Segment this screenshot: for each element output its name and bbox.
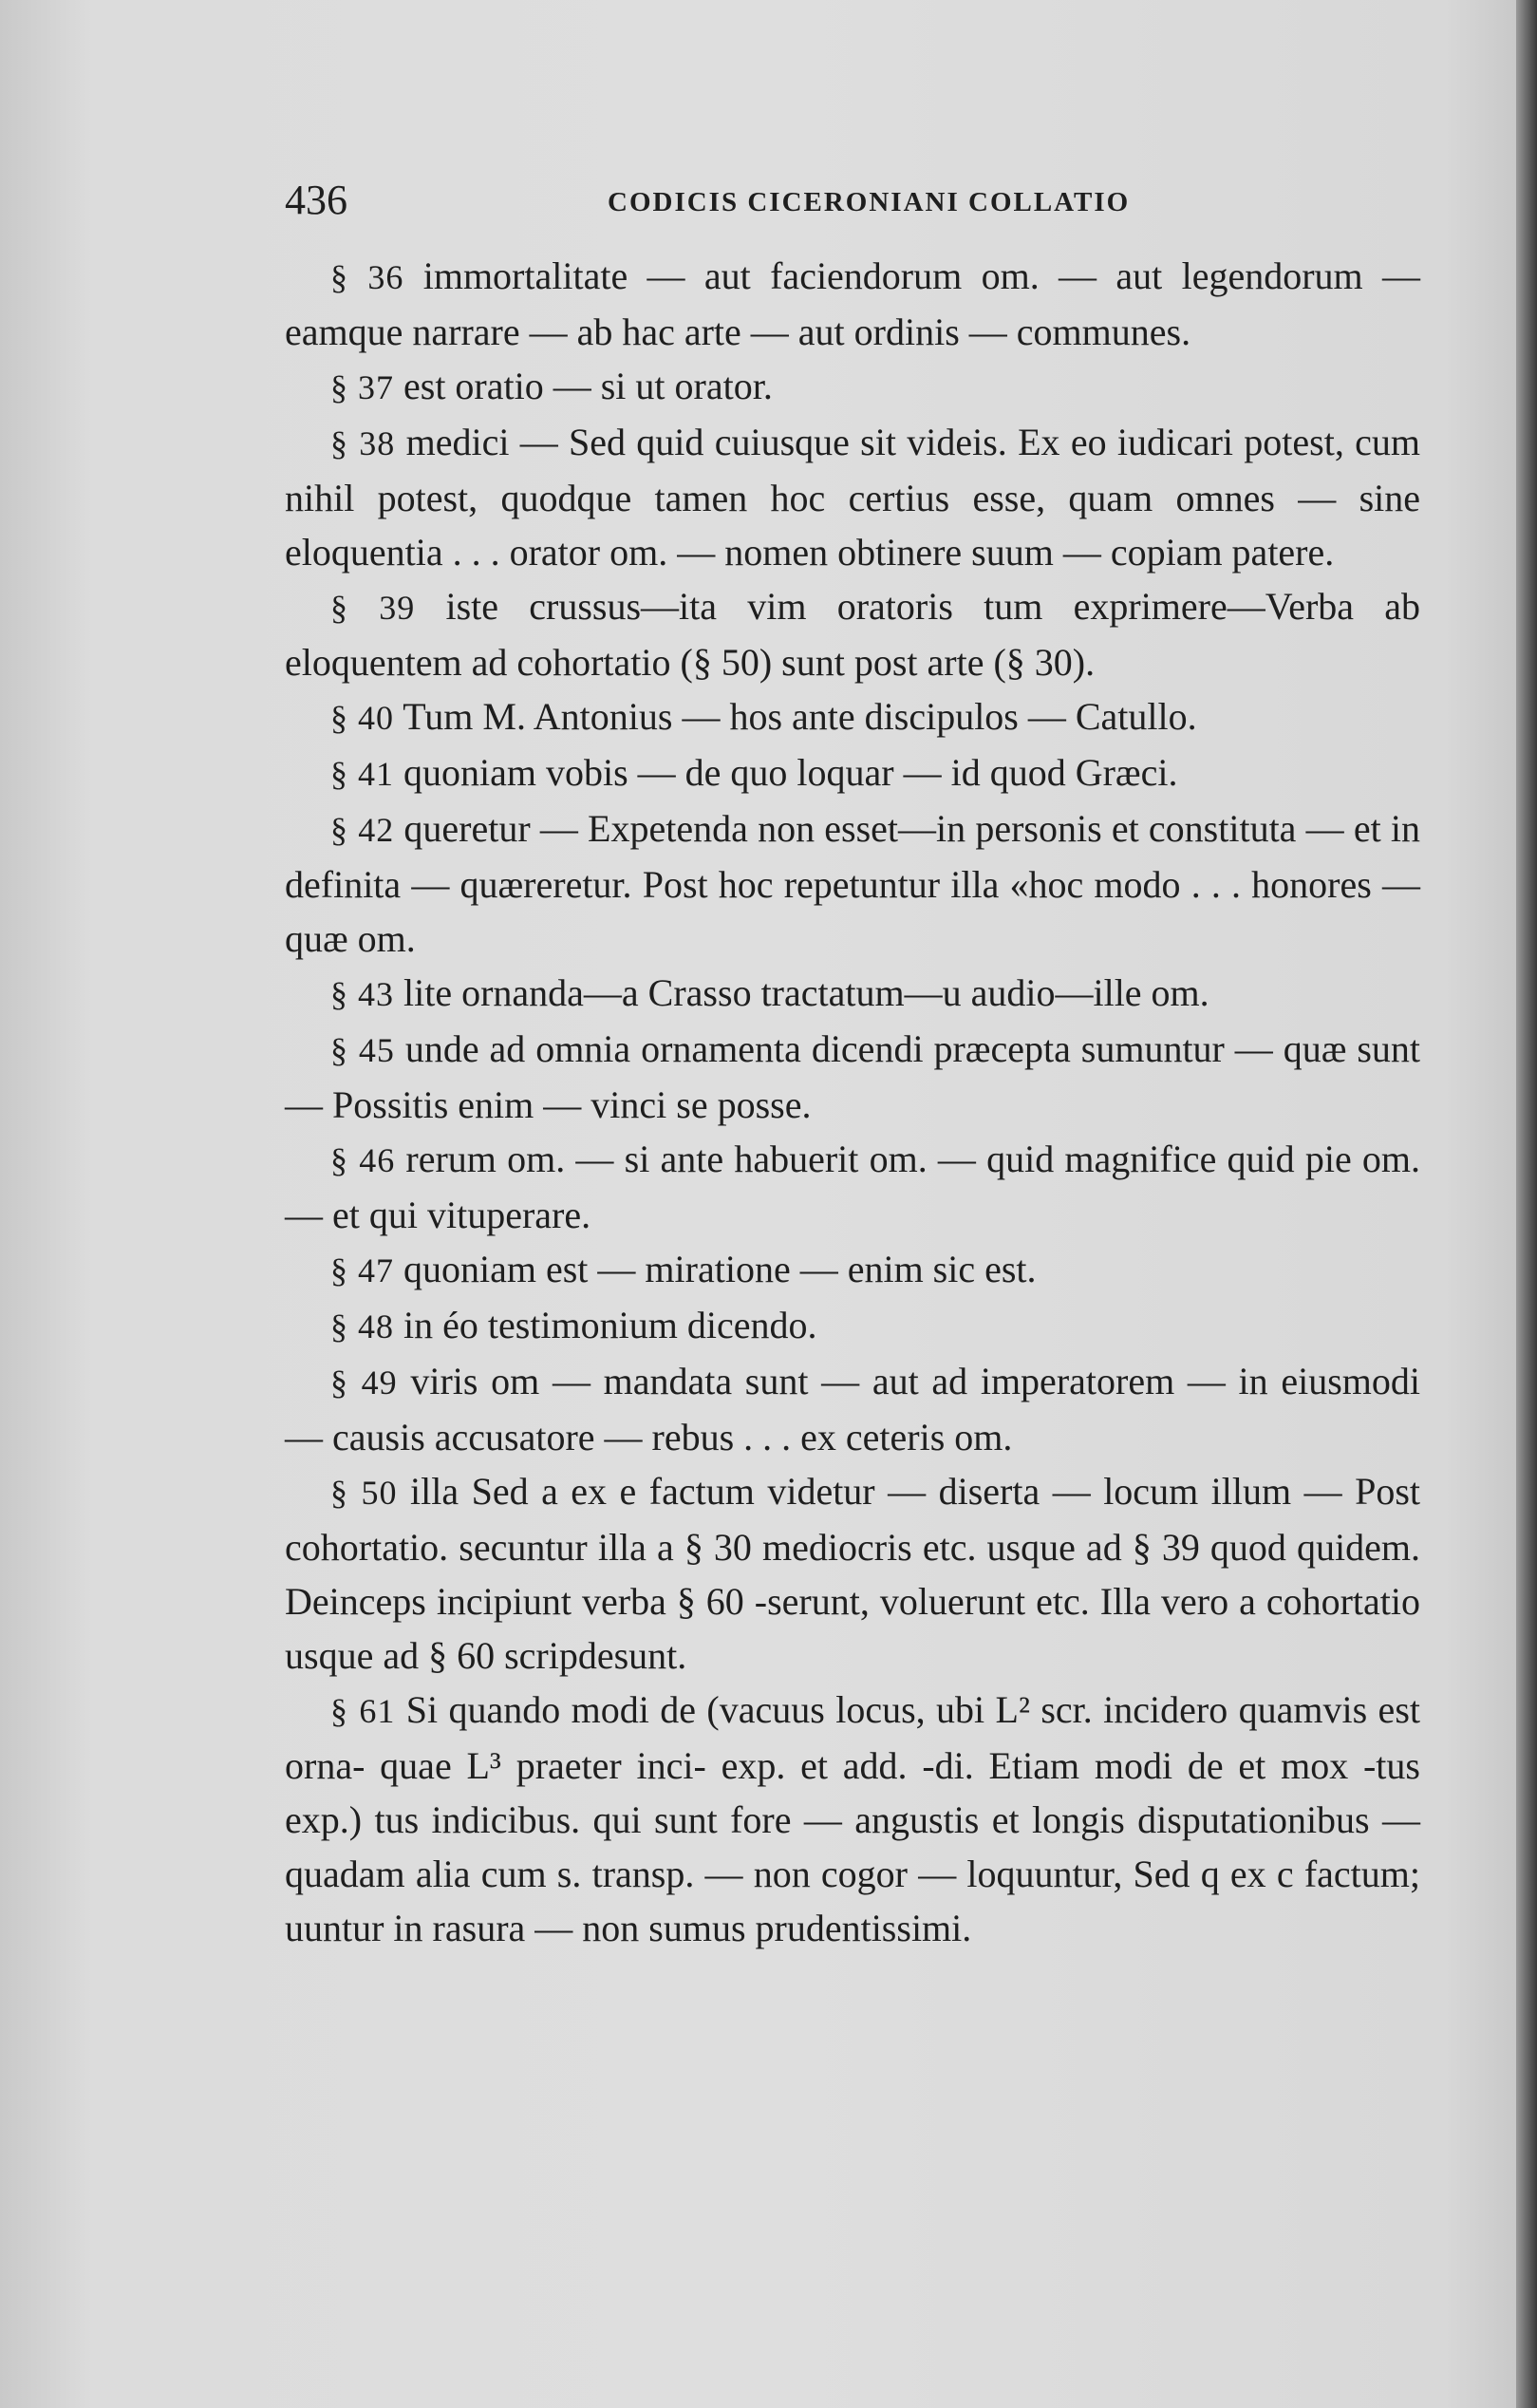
entry-42 (285, 801, 1420, 966)
section-mark: § 42 (330, 811, 395, 849)
section-mark: § 46 (330, 1141, 396, 1179)
collation-text (285, 249, 1420, 1955)
entry-text: in éo testimonium dicendo. (403, 1304, 817, 1346)
entry-text: est oratio — si ut orator. (403, 365, 773, 407)
section-mark: § 45 (330, 1031, 395, 1069)
entry-text: illa Sed a ex e factum videtur — diserta — locum illum — Post cohortatio. secuntur illa a § 30 mediocris etc. usque ad § 39 quod quidem. Deinceps incipiunt verba § 60 -serunt, voluerunt etc. Illa vero a cohortatio usque ad § 60 scripdesunt. (285, 1470, 1421, 1677)
entry-text: Tum M. Antonius — hos ante discipulos — Catullo. (403, 695, 1197, 738)
page-header (285, 176, 1424, 233)
entry-text: Si quando modi de (vacuus locus, ubi L² scr. incidero quamvis est orna- quae L³ praeter inci- exp. et add. -di. Etiam modi de et mox -tus exp.) tus indicibus. qui sunt fore — angustis et longis disputationibus — quadam alia cum s. transp. — non cogor — loquuntur, Sed q ex c factum; uuntur in rasura — non sumus prudentissimi. (285, 1688, 1420, 1949)
entry-text: medici — Sed quid cuiusque sit videis. Ex eo iudicari potest, cum nihil potest, quodque tamen hoc certius esse, quam omnes — sine eloquentia . . . orator om. — nomen obtinere suum — copiam patere. (285, 421, 1421, 574)
entry-50 (285, 1464, 1420, 1683)
section-mark: § 38 (330, 424, 396, 462)
entry-41 (285, 745, 1420, 801)
section-mark: § 61 (330, 1692, 396, 1730)
entry-text: viris om — mandata sunt — aut ad imperatorem — in eiusmodi — causis accusatore — rebus . . . ex ceteris om. (285, 1360, 1421, 1458)
entry-text: quoniam est — miratione — enim sic est. (403, 1248, 1037, 1290)
section-mark: § 36 (330, 258, 404, 296)
section-mark: § 39 (330, 589, 416, 627)
entry-text: rerum om. — si ante habuerit om. — quid magnifice quid pie om. — et qui vituperare. (285, 1138, 1421, 1236)
section-mark: § 49 (330, 1364, 398, 1402)
entry-47 (285, 1242, 1420, 1298)
entry-46 (285, 1132, 1420, 1242)
entry-text: immortalitate — aut faciendorum om. — aut legendorum — eamque narrare — ab hac arte — aut ordinis — communes. (285, 254, 1421, 353)
section-mark: § 43 (330, 975, 394, 1013)
section-mark: § 37 (330, 368, 394, 406)
page-number: 436 (285, 177, 347, 223)
section-mark: § 40 (330, 699, 394, 737)
section-mark: § 41 (330, 755, 394, 793)
entry-49 (285, 1354, 1420, 1464)
entry-37 (285, 359, 1420, 415)
entry-38 (285, 415, 1420, 579)
entry-43 (285, 966, 1420, 1022)
running-title: CODICIS CICERONIANI COLLATIO (608, 187, 1131, 217)
entry-39 (285, 579, 1420, 689)
entry-40 (285, 689, 1420, 745)
entry-text: unde ad omnia ornamenta dicendi præcepta sumuntur — quæ sunt — Possitis enim — vinci se posse. (285, 1027, 1420, 1126)
section-mark: § 47 (330, 1251, 394, 1289)
section-mark: § 50 (330, 1474, 398, 1512)
entry-61 (285, 1683, 1420, 1955)
entry-36 (285, 249, 1420, 359)
entry-48 (285, 1298, 1420, 1354)
entry-text: lite ornanda—a Crasso tractatum—u audio—ille om. (403, 971, 1209, 1014)
entry-text: quoniam vobis — de quo loquar — id quod Græci. (403, 751, 1178, 794)
section-mark: § 48 (330, 1307, 394, 1345)
entry-text: queretur — Expetenda non esset—in personis et constituta — et in definita — quæreretur. Post hoc repetuntur illa «hoc modo . . . honores — quæ om. (285, 807, 1421, 960)
entry-45 (285, 1022, 1420, 1132)
page-edge (1516, 0, 1537, 2408)
entry-text: iste crussus—ita vim oratoris tum exprimere—Verba ab eloquentem ad cohortatio (§ 50) sunt post arte (§ 30). (285, 585, 1421, 684)
